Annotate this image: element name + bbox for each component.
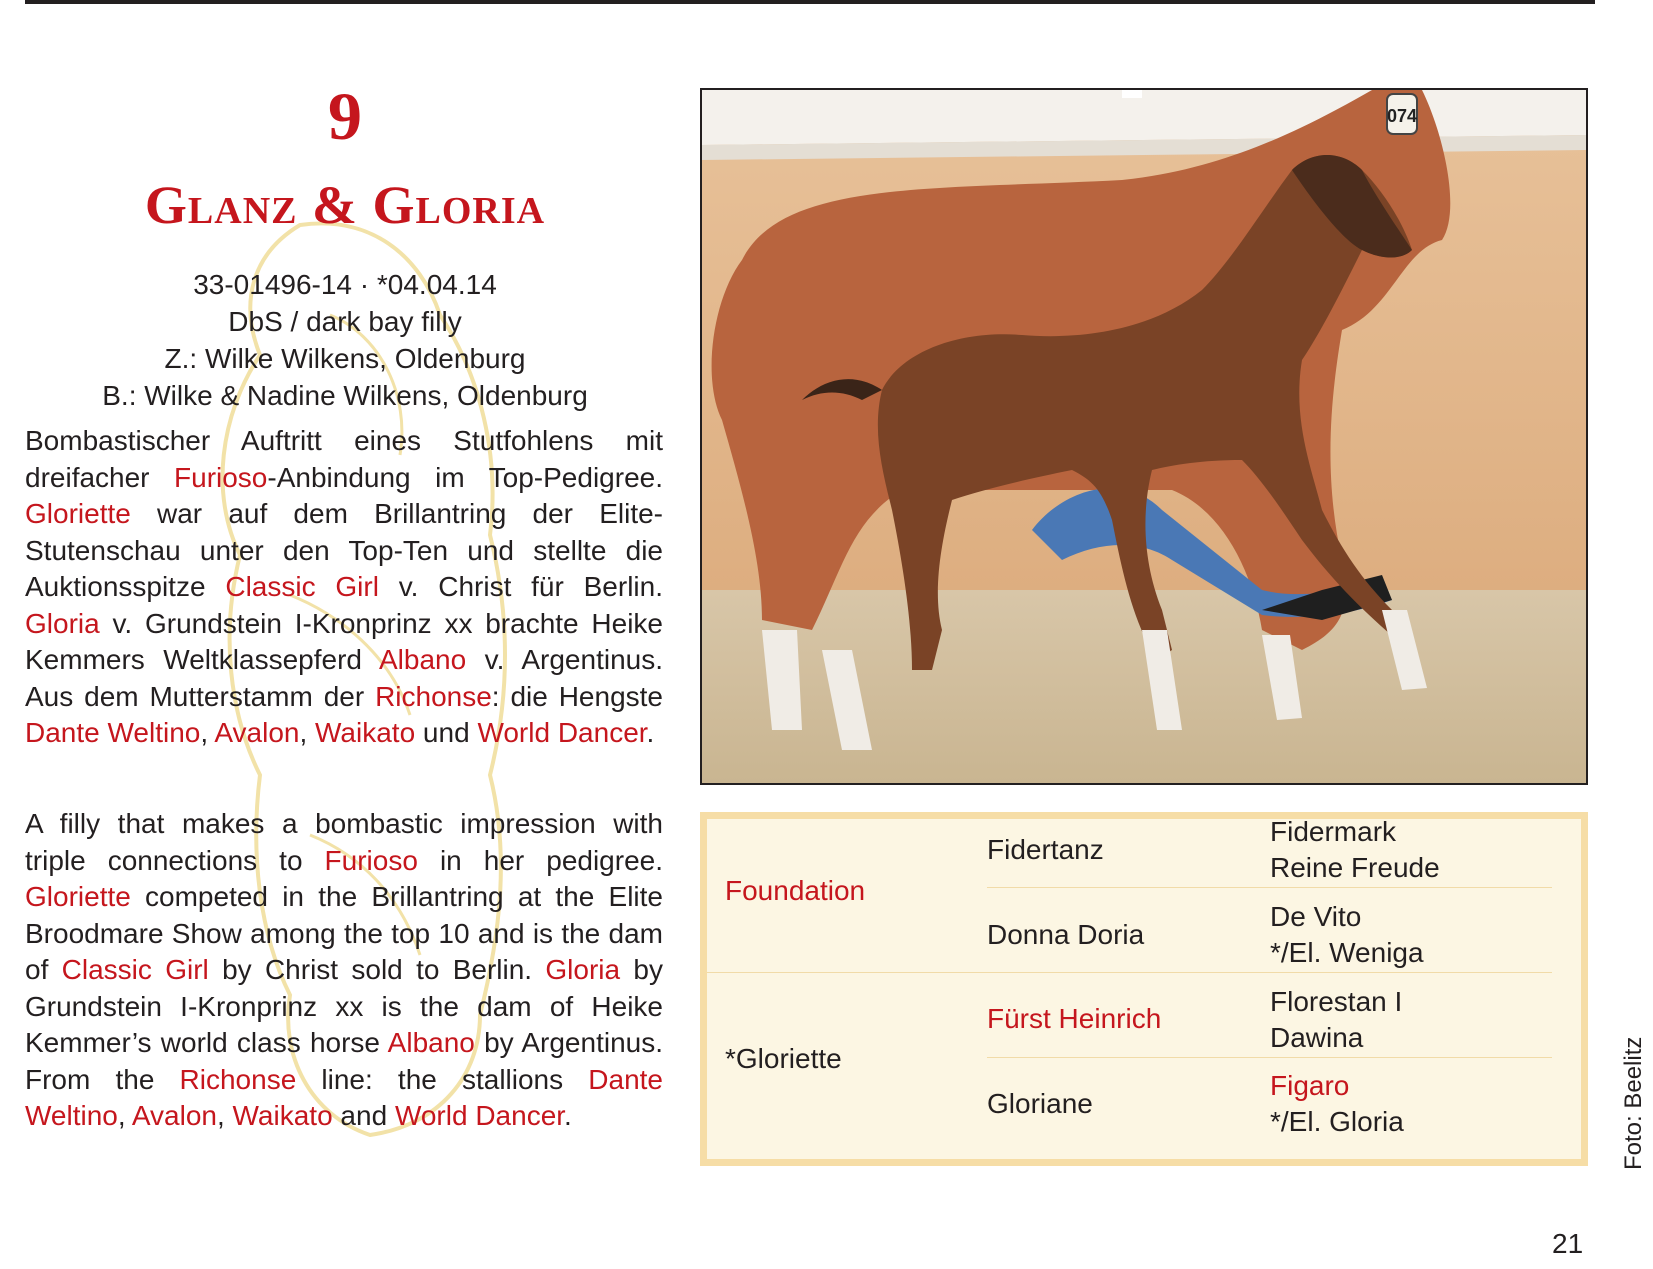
pedigree-gen3: Reine Freude [1270, 852, 1440, 883]
text-run: v. Grundstein I-Kronprinz xx brachte Heike Kemmers Weltklassepferd [25, 607, 663, 675]
english-description [25, 806, 663, 1135]
text-run: , [299, 717, 316, 748]
highlighted-horse-name: World Dancer [394, 1100, 565, 1131]
text-run: -Anbindung im Top-Pedigree. [267, 461, 663, 493]
text-run: . [564, 1100, 572, 1131]
pedigree-dam-sire: Fürst Heinrich [987, 1003, 1162, 1034]
pedigree-dam: *Gloriette [725, 1043, 842, 1074]
horse-photo [700, 88, 1588, 785]
owner: B.: Wilke & Nadine Wilkens, Oldenburg [102, 380, 588, 411]
highlighted-horse-name: Classic Girl [225, 571, 379, 602]
text-run: in her pedigree. [417, 844, 664, 876]
highlighted-horse-name: Gloriette [25, 881, 131, 912]
pedigree-divider [707, 972, 1552, 973]
photo-credit: Foto: Beelitz [1620, 1036, 1647, 1170]
highlighted-horse-name: Albano [378, 644, 467, 675]
text-run: v. Argentinus. Aus dem Mutterstamm der [25, 644, 663, 712]
registration-and-birthdate: 33-01496-14 · *04.04.14 [193, 269, 497, 300]
pedigree-table [700, 812, 1588, 1166]
pedigree-gen3: Florestan I [1270, 986, 1403, 1017]
highlighted-horse-name: Furioso [174, 461, 268, 493]
highlighted-horse-name: Albano [387, 1027, 475, 1058]
text-run: Bombastischer Auftritt eines Stutfohlens mit dreifacher [25, 425, 663, 493]
lot-number: 9 [328, 78, 362, 154]
text-run: . [646, 717, 655, 748]
text-run: by Grundstein I-Kronprinz xx is the dam of Heike Kemmer’s world class horse [25, 954, 663, 1058]
horse-number-tag: 074 [1386, 106, 1418, 126]
pedigree-divider [987, 887, 1552, 888]
highlighted-horse-name: World Dancer [477, 717, 647, 748]
text-run: by Argentinus. From the [25, 1027, 663, 1095]
horse-meta [25, 266, 665, 414]
text-run: , [216, 1100, 233, 1131]
pedigree-gen3: */El. Weniga [1270, 937, 1424, 968]
highlighted-horse-name: Gloriette [25, 498, 131, 529]
pedigree-sire-dam: Donna Doria [987, 919, 1145, 950]
highlighted-horse-name: Waikato [232, 1100, 333, 1131]
text-run: war auf dem Brillantring der Elite-Stutenschau unter den Top-Ten und stellte die Auktionsspitze [25, 498, 663, 602]
text-run: , [117, 1100, 132, 1131]
highlighted-horse-name: Gloria [545, 954, 621, 985]
pedigree-sire: Foundation [725, 875, 866, 906]
highlighted-horse-name: Dante Weltino [25, 1063, 663, 1131]
text-run: and [332, 1100, 395, 1131]
top-rule [25, 0, 1595, 4]
pedigree-dam-dam: Gloriane [987, 1088, 1093, 1119]
text-run: und [415, 717, 478, 748]
pedigree-gen3: */El. Gloria [1270, 1106, 1404, 1137]
highlighted-horse-name: Richonse [375, 680, 492, 712]
german-description [25, 423, 663, 752]
pedigree-gen3: Figaro [1270, 1070, 1350, 1101]
horse-name: Glanz & Gloria [144, 175, 546, 235]
text-run: , [200, 717, 215, 748]
highlighted-horse-name: Furioso [324, 844, 418, 876]
highlighted-horse-name: Dante Weltino [25, 717, 201, 748]
color-and-sex: DbS / dark bay filly [228, 306, 462, 337]
pedigree-gen3: De Vito [1270, 901, 1362, 932]
highlighted-horse-name: Gloria [25, 607, 100, 639]
text-run: line: the stallions [296, 1063, 589, 1095]
highlighted-horse-name: Waikato [315, 717, 416, 748]
highlighted-horse-name: Richonse [179, 1063, 297, 1095]
pedigree-gen3: Dawina [1270, 1022, 1364, 1053]
text-run: v. Christ für Berlin. [378, 571, 663, 602]
text-run: by Christ sold to Berlin. [208, 954, 546, 985]
highlighted-horse-name: Avalon [131, 1100, 217, 1131]
highlighted-horse-name: Classic Girl [61, 954, 209, 985]
pedigree-gen3: Fidermark [1270, 816, 1397, 847]
text-run: competed in the Brillantring at the Elite Broodmare Show among the top 10 and is the dam of [25, 881, 663, 985]
highlighted-horse-name: Avalon [214, 717, 300, 748]
pedigree-divider [987, 1057, 1552, 1058]
breeder: Z.: Wilke Wilkens, Oldenburg [164, 343, 526, 374]
text-run: A filly that makes a bombastic impression with triple connections to [25, 808, 663, 876]
pedigree-sire-sire: Fidertanz [987, 834, 1104, 865]
page-number: 21 [1552, 1228, 1584, 1259]
text-run: : die Hengste [491, 680, 663, 712]
